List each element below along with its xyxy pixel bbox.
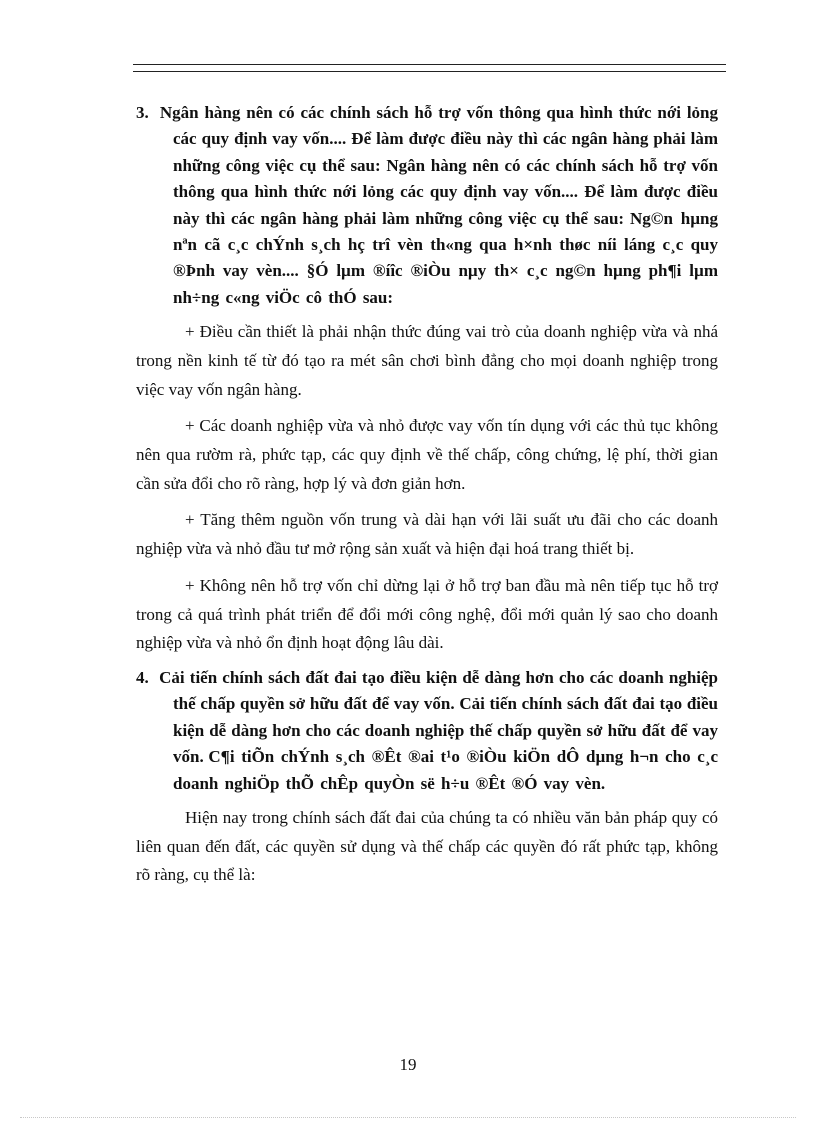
section-3-text: Ngân hàng nên có các chính sách hỗ trợ vốn thông qua hình thức nới lỏng các quy định vay vốn.... Để làm được điều này thì các ngân hàng phải làm những công việc cụ thể sau: Ngân hàng nên có các chính sách hỗ trợ vốn thông qua hình thức nới lỏng các quy định vay vốn.... Để làm được điều này thì các ngân hàng phải làm những công việc cụ thể sau: (159, 103, 719, 228)
section-4-heading (136, 665, 718, 797)
header-rule-bottom (133, 71, 726, 72)
section-4-number: 4. (136, 667, 149, 687)
paragraph-2: + Các doanh nghiệp vừa và nhỏ được vay vốn tín dụng với các thủ tục không nên qua rườm rà, phức tạp, các quy định về thế chấp, công chứng, lệ phí, thời gian cần sửa đổi cho rõ ràng, hợp lý và đơn giản hơn. (136, 416, 718, 493)
header-rule-top (133, 64, 726, 65)
section-3-number: 3. (136, 103, 149, 122)
closing-paragraph: Hiện nay trong chính sách đất đai của chúng ta có nhiều văn bản pháp quy có liên quan đến đất, các quyền sử dụng và thế chấp các quyền đó rất phức tạp, không rõ ràng, cụ thể là: (136, 808, 718, 885)
section-3-garbled-text: Ng©n hµng nªn cã c¸c chÝnh s¸ch hç trî vèn th«ng qua h×nh thøc níi láng c¸c quy ®Þnh vay vèn.... §Ó lµm ®íîc ®iÒu nµy th× c¸c ng©n hµng ph¶i lµm nh÷ng c«ng viÖc cô thÓ sau: (173, 208, 719, 307)
paragraph-1: + Điều cần thiết là phải nhận thức đúng vai trò của doanh nghiệp vừa và nhá trong nền kinh tế từ đó tạo ra mét sân chơi bình đẳng cho mọi doanh nghiệp trong việc vay vốn ngân hàng. (136, 322, 718, 399)
page-bottom-border (20, 1117, 796, 1118)
section-4-garbled-text: C¶i tiÕn chÝnh s¸ch ®Êt ®ai t¹o ®iÒu kiÖn dÔ dµng h¬n cho c¸c doanh nghiÖp thÕ chÊp quyÒn së h÷u ®Êt ®Ó vay vèn. (173, 747, 719, 793)
section-4-text: Cải tiến chính sách đất đai tạo điều kiện dễ dàng hơn cho các doanh nghiệp thế chấp quyền sở hữu đất để vay vốn. Cải tiến chính sách đất đai tạo điều kiện dễ dàng hơn cho các doanh nghiệp thế chấp quyền sở hữu đất để vay vốn. (159, 667, 718, 767)
page-number: 19 (399, 1055, 417, 1074)
page-content (136, 100, 718, 890)
paragraph-4: + Không nên hỗ trợ vốn chỉ dừng lại ở hỗ trợ ban đầu mà nên tiếp tục hỗ trợ trong cả quá trình phát triển để đổi mới công nghệ, đổi mới quản lý sao cho doanh nghiệp vừa và nhỏ ổn định hoạt động lâu dài. (136, 575, 718, 653)
paragraph-3: + Tăng thêm nguồn vốn trung và dài hạn với lãi suất ưu đãi cho các doanh nghiệp vừa và nhỏ đầu tư mở rộng sản xuất và hiện đại hoá trang thiết bị. (136, 510, 718, 559)
section-3-heading (136, 100, 718, 311)
